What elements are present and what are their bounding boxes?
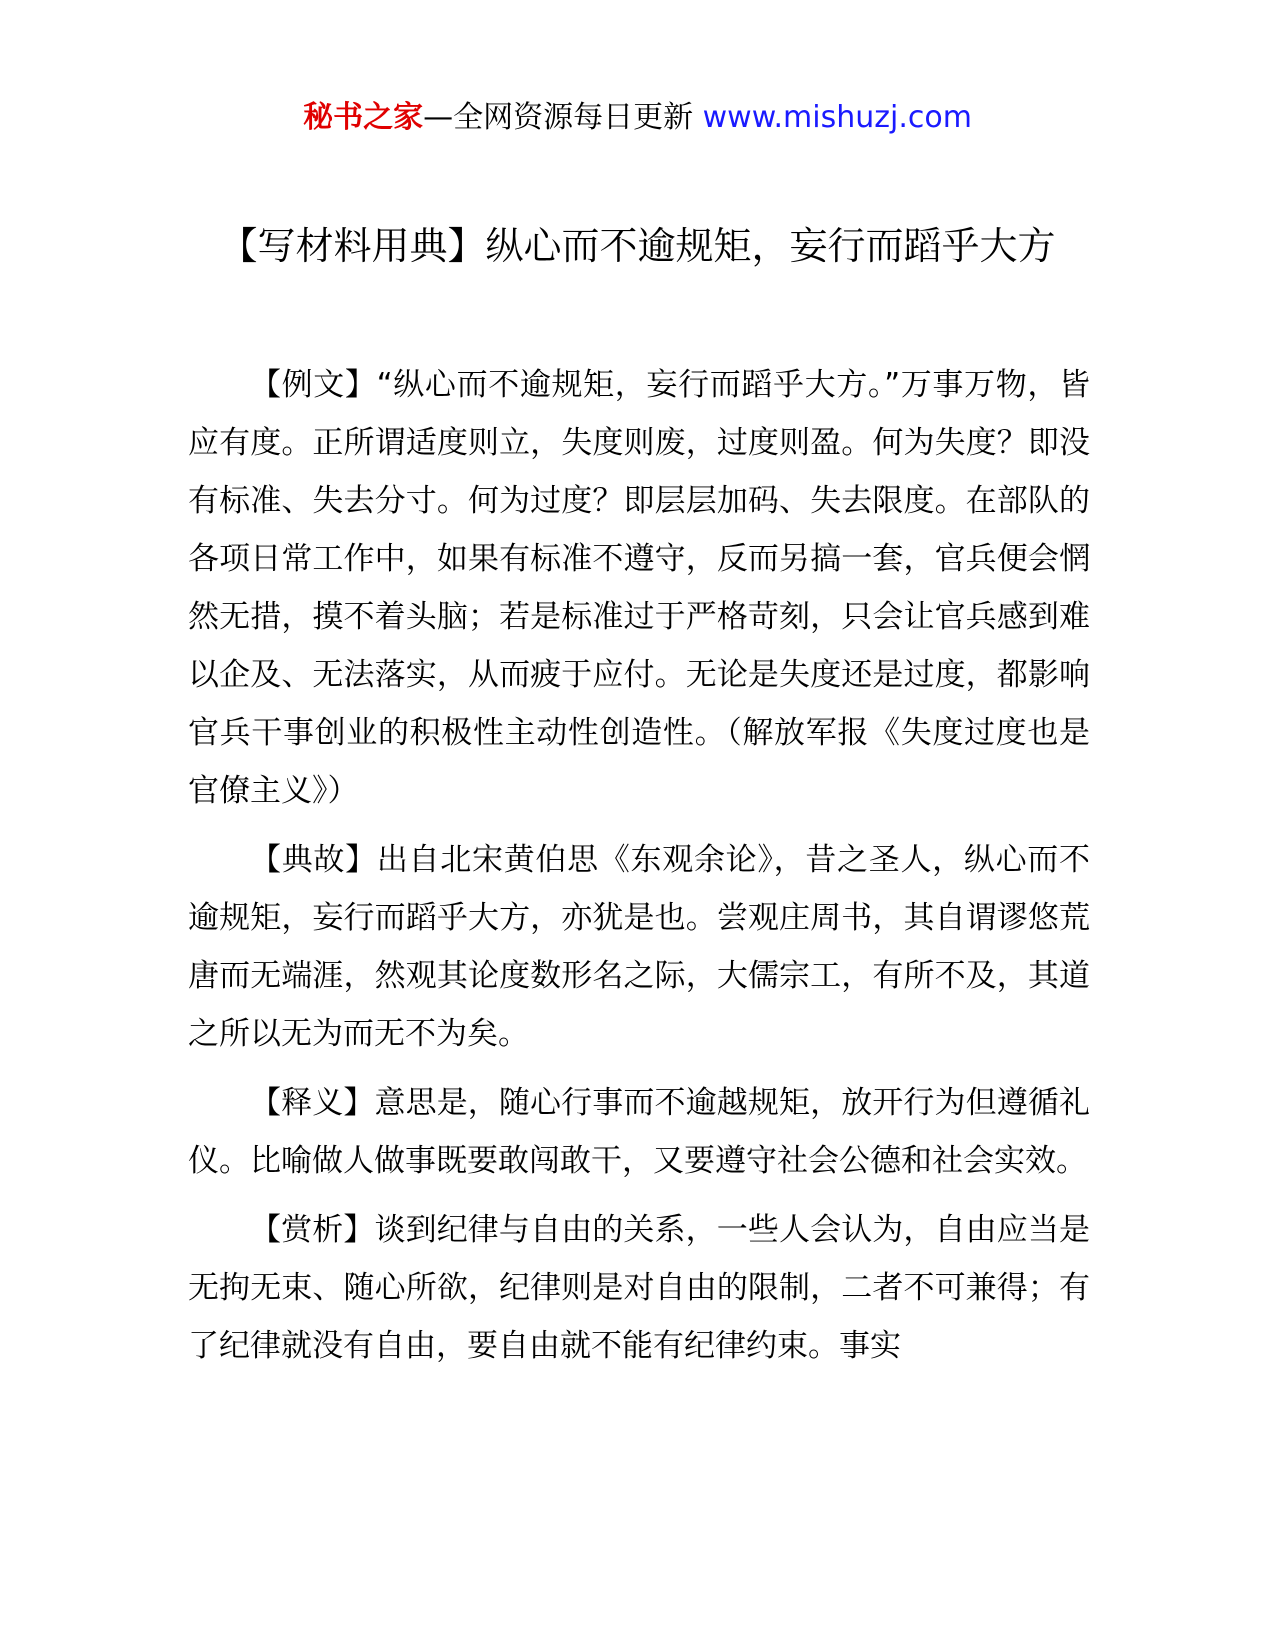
document-title: 【写材料用典】纵心而不逾规矩，妄行而蹈乎大方 (219, 224, 1056, 268)
paragraph-meaning: 【释义】意思是，随心行事而不逾越规矩，放开行为但遵循礼仪。比喻做人做事既要敢闯敢干，又要遵守社会公德和社会实效。 (188, 1085, 1090, 1179)
paragraph-example: 【例文】“纵心而不逾规矩，妄行而蹈乎大方。”万事万物，皆应有度。正所谓适度则立，失度则废，过度则盈。何为失度？即没有标准、失去分寸。何为过度？即层层加码、失去限度。在部队的各项日常工作中，如果有标准不遵守，反而另搞一套，官兵便会惘然无措，摸不着头脑；若是标准过于严格苛刻，只会让官兵感到难以企及、无法落实，从而疲于应付。无论是失度还是过度，都影响官兵干事创业的积极性主动性创造性。（解放军报《失度过度也是官僚主义》） (188, 367, 1090, 809)
paragraph-allusion: 【典故】出自北宋黄伯思《东观余论》，昔之圣人，纵心而不逾规矩，妄行而蹈乎大方，亦犹是也。尝观庄周书，其自谓谬悠荒唐而无端涯，然观其论度数形名之际，大儒宗工，有所不及，其道之所以无为而无不为矣。 (188, 842, 1090, 1052)
site-slogan: —全网资源每日更新 (423, 100, 694, 135)
site-header (0, 98, 1275, 138)
site-brand: 秘书之家 (303, 100, 424, 135)
document-body (188, 356, 1090, 1386)
site-url-link[interactable]: www.mishuzj.com (702, 100, 972, 135)
paragraph-appreciation: 【赏析】谈到纪律与自由的关系，一些人会认为，自由应当是无拘无束、随心所欲，纪律则是对自由的限制，二者不可兼得；有了纪律就没有自由，要自由就不能有纪律约束。事实 (188, 1212, 1090, 1364)
